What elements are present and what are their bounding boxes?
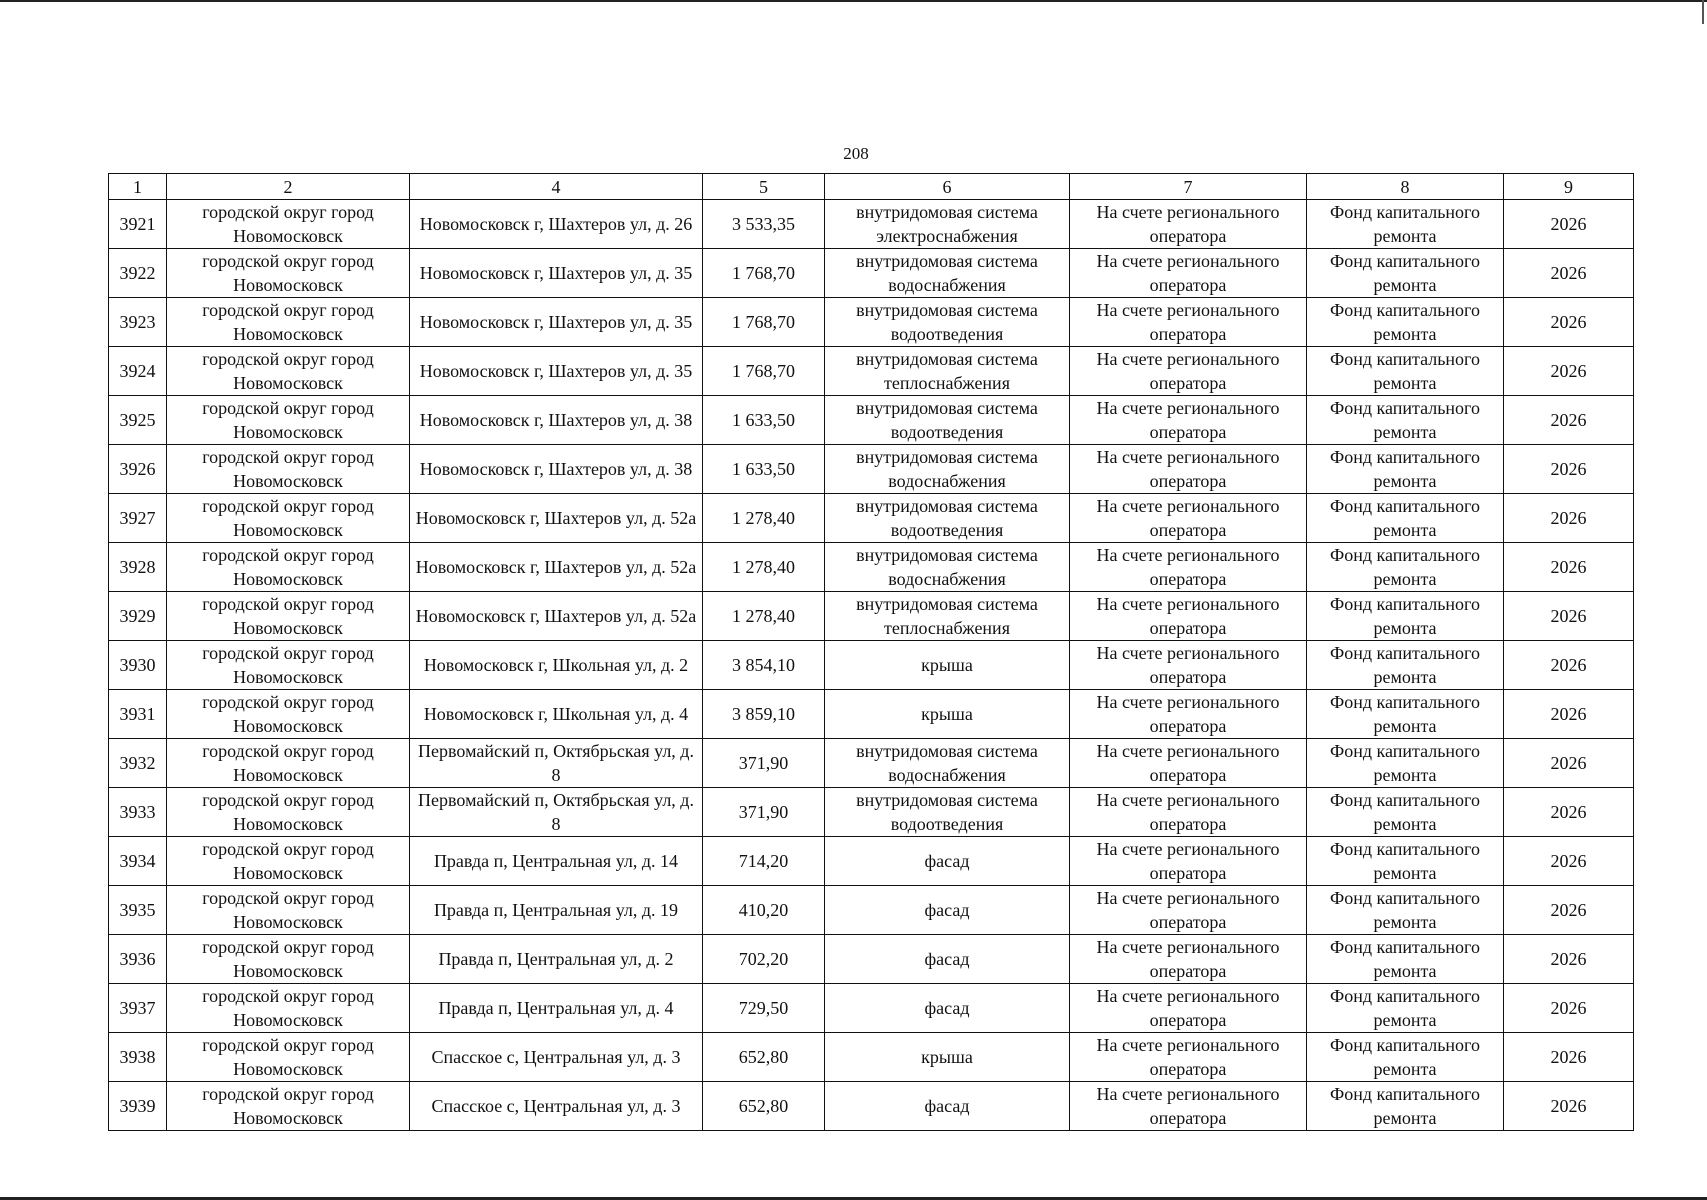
- row-number-cell: 3921: [109, 200, 167, 249]
- address-cell: Новомосковск г, Шахтеров ул, д. 35: [410, 298, 703, 347]
- funding-source-cell: Фонд капитального ремонта: [1307, 641, 1504, 690]
- district-cell: городской округ город Новомосковск: [167, 298, 410, 347]
- table-row: [109, 445, 1634, 494]
- address-cell: Новомосковск г, Шахтеров ул, д. 35: [410, 347, 703, 396]
- area-cell: 1 633,50: [703, 396, 825, 445]
- repair-type-cell: внутридомовая система теплоснабжения: [825, 347, 1070, 396]
- repair-type-cell: фасад: [825, 886, 1070, 935]
- year-cell: 2026: [1504, 984, 1634, 1033]
- table-row: [109, 886, 1634, 935]
- funding-source-cell: Фонд капитального ремонта: [1307, 298, 1504, 347]
- year-cell: 2026: [1504, 739, 1634, 788]
- column-number-cell: 6: [825, 174, 1070, 200]
- account-cell: На счете регионального оператора: [1070, 543, 1307, 592]
- account-cell: На счете регионального оператора: [1070, 347, 1307, 396]
- row-number-cell: 3935: [109, 886, 167, 935]
- account-cell: На счете регионального оператора: [1070, 494, 1307, 543]
- table-row: [109, 298, 1634, 347]
- table-row: [109, 935, 1634, 984]
- area-cell: 1 768,70: [703, 249, 825, 298]
- repair-type-cell: внутридомовая система водоснабжения: [825, 739, 1070, 788]
- district-cell: городской округ город Новомосковск: [167, 641, 410, 690]
- account-cell: На счете регионального оператора: [1070, 690, 1307, 739]
- address-cell: Новомосковск г, Шахтеров ул, д. 52а: [410, 543, 703, 592]
- address-cell: Новомосковск г, Шахтеров ул, д. 52а: [410, 494, 703, 543]
- row-number-cell: 3922: [109, 249, 167, 298]
- row-number-cell: 3938: [109, 1033, 167, 1082]
- area-cell: 729,50: [703, 984, 825, 1033]
- year-cell: 2026: [1504, 592, 1634, 641]
- area-cell: 652,80: [703, 1033, 825, 1082]
- district-cell: городской округ город Новомосковск: [167, 984, 410, 1033]
- address-cell: Новомосковск г, Шахтеров ул, д. 52а: [410, 592, 703, 641]
- address-cell: Правда п, Центральная ул, д. 4: [410, 984, 703, 1033]
- district-cell: городской округ город Новомосковск: [167, 494, 410, 543]
- address-cell: Правда п, Центральная ул, д. 19: [410, 886, 703, 935]
- area-cell: 3 533,35: [703, 200, 825, 249]
- row-number-cell: 3932: [109, 739, 167, 788]
- table-row: [109, 641, 1634, 690]
- district-cell: городской округ город Новомосковск: [167, 739, 410, 788]
- funding-source-cell: Фонд капитального ремонта: [1307, 347, 1504, 396]
- repair-type-cell: внутридомовая система водоснабжения: [825, 249, 1070, 298]
- year-cell: 2026: [1504, 788, 1634, 837]
- district-cell: городской округ город Новомосковск: [167, 200, 410, 249]
- column-number-cell: 2: [167, 174, 410, 200]
- funding-source-cell: Фонд капитального ремонта: [1307, 494, 1504, 543]
- row-number-cell: 3939: [109, 1082, 167, 1131]
- table-row: [109, 788, 1634, 837]
- year-cell: 2026: [1504, 298, 1634, 347]
- funding-source-cell: Фонд капитального ремонта: [1307, 788, 1504, 837]
- district-cell: городской округ город Новомосковск: [167, 1033, 410, 1082]
- funding-source-cell: Фонд капитального ремонта: [1307, 396, 1504, 445]
- account-cell: На счете регионального оператора: [1070, 592, 1307, 641]
- repair-type-cell: внутридомовая система водоотведения: [825, 298, 1070, 347]
- account-cell: На счете регионального оператора: [1070, 837, 1307, 886]
- area-cell: 1 633,50: [703, 445, 825, 494]
- funding-source-cell: Фонд капитального ремонта: [1307, 445, 1504, 494]
- table-row: [109, 249, 1634, 298]
- repair-type-cell: фасад: [825, 935, 1070, 984]
- table-row: [109, 494, 1634, 543]
- year-cell: 2026: [1504, 935, 1634, 984]
- row-number-cell: 3924: [109, 347, 167, 396]
- funding-source-cell: Фонд капитального ремонта: [1307, 1033, 1504, 1082]
- column-number-cell: 7: [1070, 174, 1307, 200]
- row-number-cell: 3927: [109, 494, 167, 543]
- address-cell: Правда п, Центральная ул, д. 2: [410, 935, 703, 984]
- table-row: [109, 984, 1634, 1033]
- area-cell: 652,80: [703, 1082, 825, 1131]
- year-cell: 2026: [1504, 445, 1634, 494]
- funding-source-cell: Фонд капитального ремонта: [1307, 886, 1504, 935]
- funding-source-cell: Фонд капитального ремонта: [1307, 837, 1504, 886]
- table-row: [109, 200, 1634, 249]
- address-cell: Новомосковск г, Шахтеров ул, д. 38: [410, 445, 703, 494]
- address-cell: Новомосковск г, Школьная ул, д. 4: [410, 690, 703, 739]
- year-cell: 2026: [1504, 641, 1634, 690]
- repair-type-cell: крыша: [825, 690, 1070, 739]
- year-cell: 2026: [1504, 200, 1634, 249]
- row-number-cell: 3930: [109, 641, 167, 690]
- area-cell: 371,90: [703, 788, 825, 837]
- account-cell: На счете регионального оператора: [1070, 788, 1307, 837]
- year-cell: 2026: [1504, 249, 1634, 298]
- table-row: [109, 1082, 1634, 1131]
- repair-type-cell: внутридомовая система водоснабжения: [825, 543, 1070, 592]
- district-cell: городской округ город Новомосковск: [167, 886, 410, 935]
- area-cell: 1 278,40: [703, 494, 825, 543]
- column-number-cell: 5: [703, 174, 825, 200]
- year-cell: 2026: [1504, 690, 1634, 739]
- address-cell: Правда п, Центральная ул, д. 14: [410, 837, 703, 886]
- account-cell: На счете регионального оператора: [1070, 249, 1307, 298]
- year-cell: 2026: [1504, 886, 1634, 935]
- district-cell: городской округ город Новомосковск: [167, 788, 410, 837]
- year-cell: 2026: [1504, 837, 1634, 886]
- district-cell: городской округ город Новомосковск: [167, 690, 410, 739]
- column-number-row: [109, 174, 1634, 200]
- repair-type-cell: внутридомовая система водоотведения: [825, 788, 1070, 837]
- district-cell: городской округ город Новомосковск: [167, 592, 410, 641]
- address-cell: Новомосковск г, Шахтеров ул, д. 26: [410, 200, 703, 249]
- table-body: [109, 174, 1634, 1131]
- account-cell: На счете регионального оператора: [1070, 200, 1307, 249]
- area-cell: 702,20: [703, 935, 825, 984]
- funding-source-cell: Фонд капитального ремонта: [1307, 200, 1504, 249]
- area-cell: 1 278,40: [703, 592, 825, 641]
- repair-type-cell: внутридомовая система водоснабжения: [825, 445, 1070, 494]
- table-row: [109, 592, 1634, 641]
- row-number-cell: 3936: [109, 935, 167, 984]
- table-row: [109, 739, 1634, 788]
- area-cell: 410,20: [703, 886, 825, 935]
- year-cell: 2026: [1504, 396, 1634, 445]
- row-number-cell: 3933: [109, 788, 167, 837]
- account-cell: На счете регионального оператора: [1070, 641, 1307, 690]
- address-cell: Новомосковск г, Шахтеров ул, д. 38: [410, 396, 703, 445]
- account-cell: На счете регионального оператора: [1070, 298, 1307, 347]
- area-cell: 1 768,70: [703, 298, 825, 347]
- year-cell: 2026: [1504, 347, 1634, 396]
- row-number-cell: 3937: [109, 984, 167, 1033]
- funding-source-cell: Фонд капитального ремонта: [1307, 543, 1504, 592]
- account-cell: На счете регионального оператора: [1070, 1082, 1307, 1131]
- district-cell: городской округ город Новомосковск: [167, 1082, 410, 1131]
- table-row: [109, 396, 1634, 445]
- repair-type-cell: внутридомовая система водоотведения: [825, 494, 1070, 543]
- repair-type-cell: внутридомовая система теплоснабжения: [825, 592, 1070, 641]
- district-cell: городской округ город Новомосковск: [167, 543, 410, 592]
- repair-type-cell: крыша: [825, 641, 1070, 690]
- table-row: [109, 543, 1634, 592]
- row-number-cell: 3929: [109, 592, 167, 641]
- year-cell: 2026: [1504, 1033, 1634, 1082]
- account-cell: На счете регионального оператора: [1070, 1033, 1307, 1082]
- repair-type-cell: крыша: [825, 1033, 1070, 1082]
- table-row: [109, 1033, 1634, 1082]
- account-cell: На счете регионального оператора: [1070, 886, 1307, 935]
- capital-repair-table: [108, 173, 1634, 1131]
- address-cell: Первомайский п, Октябрьская ул, д. 8: [410, 739, 703, 788]
- repair-type-cell: фасад: [825, 984, 1070, 1033]
- area-cell: 3 859,10: [703, 690, 825, 739]
- column-number-cell: 8: [1307, 174, 1504, 200]
- district-cell: городской округ город Новомосковск: [167, 347, 410, 396]
- column-number-cell: 9: [1504, 174, 1634, 200]
- repair-type-cell: внутридомовая система водоотведения: [825, 396, 1070, 445]
- account-cell: На счете регионального оператора: [1070, 739, 1307, 788]
- area-cell: 1 278,40: [703, 543, 825, 592]
- area-cell: 371,90: [703, 739, 825, 788]
- funding-source-cell: Фонд капитального ремонта: [1307, 935, 1504, 984]
- district-cell: городской округ город Новомосковск: [167, 837, 410, 886]
- repair-type-cell: внутридомовая система электроснабжения: [825, 200, 1070, 249]
- district-cell: городской округ город Новомосковск: [167, 445, 410, 494]
- account-cell: На счете регионального оператора: [1070, 396, 1307, 445]
- row-number-cell: 3934: [109, 837, 167, 886]
- funding-source-cell: Фонд капитального ремонта: [1307, 249, 1504, 298]
- row-number-cell: 3923: [109, 298, 167, 347]
- address-cell: Новомосковск г, Школьная ул, д. 2: [410, 641, 703, 690]
- repair-type-cell: фасад: [825, 837, 1070, 886]
- address-cell: Первомайский п, Октябрьская ул, д. 8: [410, 788, 703, 837]
- column-number-cell: 1: [109, 174, 167, 200]
- row-number-cell: 3925: [109, 396, 167, 445]
- page-number: 208: [843, 144, 869, 163]
- account-cell: На счете регионального оператора: [1070, 935, 1307, 984]
- funding-source-cell: Фонд капитального ремонта: [1307, 690, 1504, 739]
- account-cell: На счете регионального оператора: [1070, 984, 1307, 1033]
- right-edge-mark: [1702, 0, 1704, 24]
- row-number-cell: 3926: [109, 445, 167, 494]
- address-cell: Спасское с, Центральная ул, д. 3: [410, 1033, 703, 1082]
- funding-source-cell: Фонд капитального ремонта: [1307, 739, 1504, 788]
- column-number-cell: 4: [410, 174, 703, 200]
- area-cell: 1 768,70: [703, 347, 825, 396]
- funding-source-cell: Фонд капитального ремонта: [1307, 1082, 1504, 1131]
- year-cell: 2026: [1504, 494, 1634, 543]
- table-row: [109, 837, 1634, 886]
- area-cell: 3 854,10: [703, 641, 825, 690]
- repair-type-cell: фасад: [825, 1082, 1070, 1131]
- row-number-cell: 3928: [109, 543, 167, 592]
- funding-source-cell: Фонд капитального ремонта: [1307, 984, 1504, 1033]
- table-row: [109, 690, 1634, 739]
- district-cell: городской округ город Новомосковск: [167, 249, 410, 298]
- address-cell: Спасское с, Центральная ул, д. 3: [410, 1082, 703, 1131]
- funding-source-cell: Фонд капитального ремонта: [1307, 592, 1504, 641]
- district-cell: городской округ город Новомосковск: [167, 396, 410, 445]
- year-cell: 2026: [1504, 1082, 1634, 1131]
- table-row: [109, 347, 1634, 396]
- address-cell: Новомосковск г, Шахтеров ул, д. 35: [410, 249, 703, 298]
- year-cell: 2026: [1504, 543, 1634, 592]
- district-cell: городской округ город Новомосковск: [167, 935, 410, 984]
- account-cell: На счете регионального оператора: [1070, 445, 1307, 494]
- row-number-cell: 3931: [109, 690, 167, 739]
- top-edge-rule: [0, 0, 1707, 2]
- area-cell: 714,20: [703, 837, 825, 886]
